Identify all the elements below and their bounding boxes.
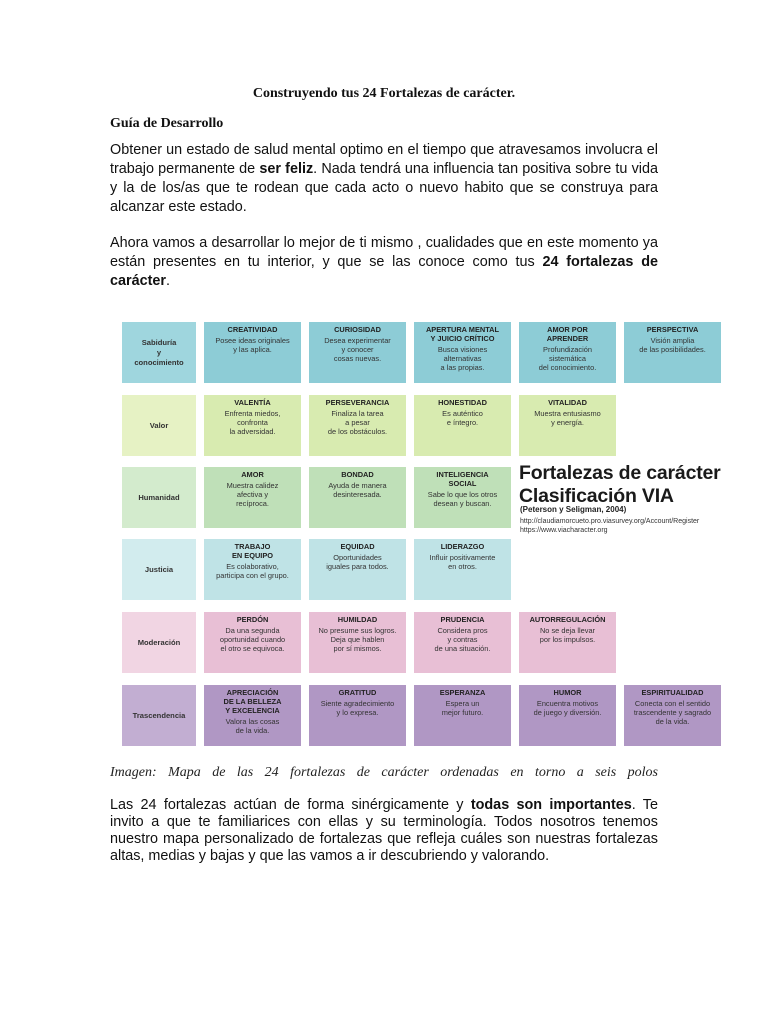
strength-title: PERSPECTIVA — [646, 325, 699, 334]
figure-caption: Imagen: Mapa de las 24 fortalezas de carácter ordenadas en torno a seis polos — [110, 765, 658, 780]
p1-text-a: Obtener un estado de salud mental optimo en el tiempo que atravesamos involucra el trabajo permanente de — [110, 142, 658, 177]
strength-cell — [414, 539, 511, 600]
strength-cell — [519, 322, 616, 383]
strength-title: LIDERAZGO — [440, 542, 485, 551]
p1-bold: ser feliz — [259, 161, 314, 177]
strength-description: Busca visiones alternativas a las propias. — [437, 345, 488, 372]
strength-title: PERDÓN — [236, 615, 269, 624]
p3-text-b: . Te invito a que te familiarices con ellas y su terminología. Todos nosotros tenemos nuestro mapa personalizado de fortalezas que refleja cuáles son nuestras fortalezas altas, medias y bajas y que las vamos a ir descubriendo y valorando. — [110, 797, 658, 864]
document-subtitle: Guía de Desarrollo — [110, 116, 224, 131]
strength-cell — [414, 395, 511, 456]
strength-cell — [309, 539, 406, 600]
figure-heading: Fortalezas de carácter — [519, 462, 721, 484]
virtue-label: Humanidad — [122, 467, 196, 528]
strength-title: ESPIRITUALIDAD — [641, 688, 704, 697]
strength-description: Profundización sistemática del conocimiento. — [538, 345, 597, 372]
strength-cell — [519, 685, 616, 746]
figure-subheading: Clasificación VIA — [519, 485, 674, 507]
figure-link-register[interactable]: http://claudiamorcueto.pro.viasurvey.org/Account/Register — [520, 518, 700, 525]
strength-title: GRATITUD — [338, 688, 377, 697]
strength-description: No presume sus logros. Deja que hablen por sí mismos. — [318, 626, 397, 653]
strength-title: PERSEVERANCIA — [325, 398, 390, 407]
strength-description: Ayuda de manera desinteresada. — [328, 481, 387, 499]
strength-title: VITALIDAD — [548, 398, 587, 407]
strength-description: Espera un mejor futuro. — [441, 699, 484, 717]
strength-title: BONDAD — [341, 470, 374, 479]
p2-bold: 24 fortalezas de carácter — [110, 254, 658, 289]
strength-description: Oportunidades iguales para todos. — [326, 553, 389, 571]
virtue-label: Valor — [122, 395, 196, 456]
strength-cell — [414, 467, 511, 528]
strength-title: APERTURA MENTAL Y JUICIO CRÍTICO — [425, 325, 500, 343]
strength-description: Es colaborativo, participa con el grupo. — [216, 562, 289, 580]
strength-title: ESPERANZA — [439, 688, 486, 697]
strength-title: EQUIDAD — [340, 542, 375, 551]
virtue-label: Moderación — [122, 612, 196, 673]
virtue-label: Sabiduría y conocimiento — [122, 322, 196, 383]
strength-cell — [414, 322, 511, 383]
document-title: Construyendo tus 24 Fortalezas de carácter. — [252, 86, 516, 101]
p2-text-a: Ahora vamos a desarrollar lo mejor de ti mismo , cualidades que en este momento ya están presentes en tu interior, y que se las conoce como tus — [110, 235, 658, 270]
strength-cell — [204, 322, 301, 383]
figure-authors: (Peterson y Seligman, 2004) — [520, 505, 627, 514]
strength-cell — [204, 612, 301, 673]
strength-title: AUTORREGULACIÓN — [529, 615, 606, 624]
strength-description: Sabe lo que los otros desean y buscan. — [427, 490, 498, 508]
strength-title: CURIOSIDAD — [334, 325, 381, 334]
strength-cell — [414, 685, 511, 746]
strength-title: CREATIVIDAD — [227, 325, 278, 334]
closing-paragraph — [110, 797, 658, 865]
strength-description: Desea experimentar y conocer cosas nuevas. — [324, 336, 391, 363]
strength-description: No se deja llevar por los impulsos. — [539, 626, 596, 644]
strength-description: Valora las cosas de la vida. — [225, 717, 280, 735]
strength-cell — [204, 395, 301, 456]
strength-title: HUMOR — [553, 688, 582, 697]
virtue-label: Trascendencia — [122, 685, 196, 746]
strength-title: VALENTÍA — [234, 398, 271, 407]
strength-cell — [309, 685, 406, 746]
strength-description: Muestra calidez afectiva y recíproca. — [226, 481, 279, 508]
strength-description: Es auténtico e íntegro. — [442, 409, 483, 427]
strength-cell — [204, 685, 301, 746]
strength-title: APRECIACIÓN DE LA BELLEZA Y EXCELENCIA — [223, 688, 282, 715]
strength-description: Da una segunda oportunidad cuando el otro se equivoca. — [219, 626, 286, 653]
strength-cell — [309, 395, 406, 456]
p1-text-b: . Nada tendrá una influencia tan positiva sobre tu vida y la de los/as que te rodean que cada acto o nuevo habito que se construya para alcanzar este estado. — [110, 161, 658, 215]
strength-description: Posee ideas originales y las aplica. — [215, 336, 290, 354]
strength-cell — [309, 322, 406, 383]
strength-cell — [309, 612, 406, 673]
strength-title: PRUDENCIA — [440, 615, 485, 624]
strength-cell — [519, 612, 616, 673]
strength-cell — [204, 539, 301, 600]
strength-cell — [309, 467, 406, 528]
p2-text-b: . — [166, 273, 171, 289]
strength-description: Visión amplia de las posibilidades. — [639, 336, 706, 354]
strength-cell — [414, 612, 511, 673]
strength-description: Encuentra motivos de juego y diversión. — [533, 699, 602, 717]
strength-title: AMOR — [241, 470, 264, 479]
strength-description: Finaliza la tarea a pesar de los obstáculos. — [327, 409, 388, 436]
strength-title: INTELIGENCIA SOCIAL — [436, 470, 489, 488]
strength-cell — [624, 685, 721, 746]
strength-title: TRABAJO EN EQUIPO — [231, 542, 274, 560]
strength-cell — [519, 395, 616, 456]
strength-description: Siente agradecimiento y lo expresa. — [320, 699, 395, 717]
strength-description: Enfrenta miedos, confronta la adversidad. — [224, 409, 281, 436]
strength-title: AMOR POR APRENDER — [546, 325, 589, 343]
p3-text-a: Las 24 fortalezas actúan de forma sinérgicamente y — [110, 797, 471, 813]
virtue-label: Justicia — [122, 539, 196, 600]
p3-bold: todas son importantes — [470, 797, 632, 813]
strength-description: Influir positivamente en otros. — [429, 553, 496, 571]
strength-title: HUMILDAD — [337, 615, 378, 624]
strength-title: HONESTIDAD — [438, 398, 487, 407]
figure-link-viacharacter[interactable]: https://www.viacharacter.org — [520, 527, 608, 534]
strength-cell — [624, 322, 721, 383]
strength-description: Considera pros y contras de una situación. — [434, 626, 491, 653]
strength-cell — [204, 467, 301, 528]
strength-description: Muestra entusiasmo y energía. — [534, 409, 601, 427]
strength-description: Conecta con el sentido trascendente y sagrado de la vida. — [633, 699, 712, 726]
